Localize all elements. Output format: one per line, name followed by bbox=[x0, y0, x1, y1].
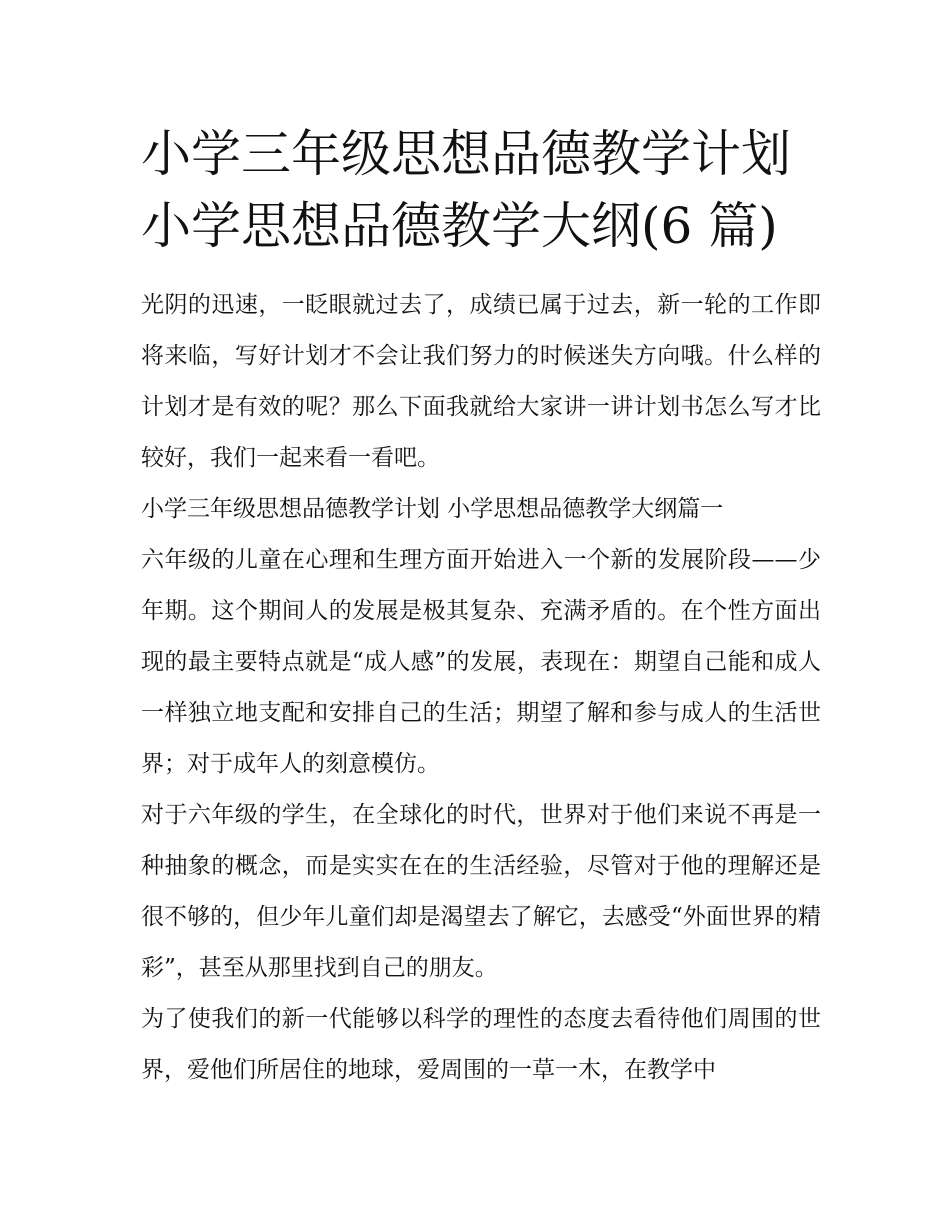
title-line-1: 小学三年级思想品德教学计划 bbox=[141, 125, 791, 183]
document-content bbox=[141, 118, 821, 1096]
title-line-2: 小学思想品德教学大纲(6 篇) bbox=[141, 197, 778, 255]
paragraph-2: 对于六年级的学生，在全球化的时代，世界对于他们来说不再是一种抽象的概念，而是实实在在的生活经验，尽管对于他的理解还是很不够的，但少年儿童们却是渴望去了解它，去感受“外面世界的精彩”，甚至从那里找到自己的朋友。 bbox=[141, 802, 821, 981]
document-body bbox=[141, 280, 821, 1096]
document-title bbox=[141, 118, 821, 262]
section-heading: 小学三年级思想品德教学计划 小学思想品德教学大纲篇一 bbox=[141, 496, 724, 522]
paragraph-3: 为了使我们的新一代能够以科学的理性的态度去看待他们周围的世界，爱他们所居住的地球，爱周围的一草一木，在教学中 bbox=[141, 1006, 821, 1083]
paragraph-intro: 光阴的迅速，一眨眼就过去了，成绩已属于过去，新一轮的工作即将来临，写好计划才不会让我们努力的时候迷失方向哦。什么样的计划才是有效的呢？那么下面我就给大家讲一讲计划书怎么写才比较好，我们一起来看一看吧。 bbox=[141, 292, 821, 471]
paragraph-1: 六年级的儿童在心理和生理方面开始进入一个新的发展阶段——少年期。这个期间人的发展是极其复杂、充满矛盾的。在个性方面出现的最主要特点就是“成人感”的发展，表现在：期望自己能和成人一样独立地支配和安排自己的生活；期望了解和参与成人的生活世界；对于成年人的刻意模仿。 bbox=[141, 547, 821, 777]
